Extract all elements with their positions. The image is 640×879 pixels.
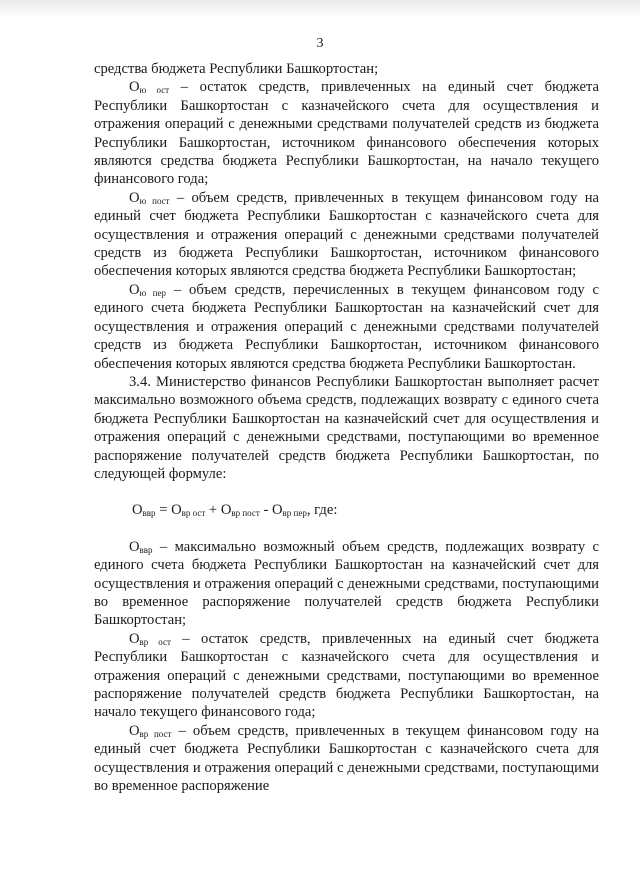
- formula-plus: +: [205, 502, 221, 519]
- formula-term-3-sub: вр пер: [282, 508, 307, 519]
- formula-term-1: О: [171, 502, 182, 519]
- symbol-subscript: ю пост: [139, 195, 170, 206]
- definition-o-vvr: [94, 538, 599, 630]
- formula-lhs-sub: ввр: [142, 508, 156, 519]
- formula-term-1-sub: вр ост: [181, 508, 206, 519]
- symbol: О: [129, 189, 140, 206]
- definition-text: – остаток средств, привлеченных на единый счет бюджета Республики Башкортостан с казначейского счета для осуществления и отражения операций с денежными средствами, поступающими во временное распоряжение получателей средств бюджета Республики Башкортостан, на начало текущего финансового года;: [94, 630, 599, 721]
- definition-o-vr-ost: [94, 630, 599, 722]
- formula-tail: , где:: [306, 502, 338, 519]
- symbol: О: [129, 281, 140, 298]
- symbol-subscript: ю пер: [139, 287, 167, 298]
- paragraph-o-yu-ost: [94, 78, 599, 188]
- symbol: О: [129, 538, 140, 555]
- symbol: О: [129, 630, 140, 647]
- formula-term-3: О: [272, 502, 283, 519]
- symbol-subscript: ю ост: [139, 85, 170, 96]
- symbol: О: [129, 79, 140, 96]
- definition-text: – максимально возможный объем средств, подлежащих возврату с единого счета бюджета Республики Башкортостан на казначейский счет для осуществления и отражения операций с денежными средствами, поступающими во временное распоряжение получателей средств бюджета Республики Башкортостан;: [94, 538, 599, 629]
- paragraph-continuation: средства бюджета Республики Башкортостан;: [94, 61, 379, 77]
- paragraph-text: – объем средств, перечисленных в текущем финансовом году с единого счета бюджета Республики Башкортостан на казначейский счет для осуществления и отражения операций с денежными средствами получателей средств из бюджета Республики Башкортостан, источником финансового обеспечения которых являются средства бюджета Республики Башкортостан.: [94, 281, 599, 372]
- symbol-subscript: вр пост: [139, 728, 172, 739]
- scan-top-shade: [0, 0, 640, 18]
- definition-text: – объем средств, привлеченных в текущем финансовом году на единый счет бюджета Республики Башкортостан с казначейского счета для осуществления и отражения операций с денежными средствами, поступающими во временное распоряжение: [94, 722, 600, 795]
- symbol-subscript: ввр: [139, 544, 153, 555]
- formula-lhs: О: [132, 502, 143, 519]
- symbol-subscript: вр ост: [139, 636, 171, 647]
- formula: [132, 501, 599, 519]
- formula-term-2-sub: вр пост: [231, 508, 260, 519]
- paragraph-3-4: 3.4. Министерство финансов Республики Башкортостан выполняет расчет максимально возможного объема средств, подлежащих возврату с единого счета бюджета Республики Башкортостан на казначейский счет для осуществления и отражения операций с денежными средствами, поступающими во временное распоряжение получателей средств бюджета Республики Башкортостан, по следующей формуле:: [94, 373, 599, 482]
- definition-o-vr-post: [94, 722, 599, 796]
- formula-equals: =: [155, 502, 172, 519]
- formula-term-2: О: [220, 502, 232, 519]
- symbol: О: [129, 722, 140, 739]
- formula-minus: -: [259, 502, 272, 519]
- paragraph-o-yu-post: [94, 189, 599, 281]
- paragraph-text: – остаток средств, привлеченных на единый счет бюджета Республики Башкортостан с казначейского счета для осуществления и отражения операций с денежными средствами получателей средств из бюджета Республики Башкортостан, источником финансового обеспечения которых являются средства бюджета Республики Башкортостан, на начало текущего финансового года;: [94, 79, 599, 188]
- document-body: [94, 60, 599, 795]
- page-number: 3: [316, 36, 324, 51]
- paragraph-text: – объем средств, привлеченных в текущем финансовом году на единый счет бюджета Республики Башкортостан с казначейского счета для осуществления и отражения операций с денежными средствами получателей средств из бюджета Республики Башкортостан, источником финансового обеспечения которых являются средства бюджета Республики Башкортостан;: [94, 189, 599, 280]
- paragraph-o-yu-per: [94, 281, 599, 373]
